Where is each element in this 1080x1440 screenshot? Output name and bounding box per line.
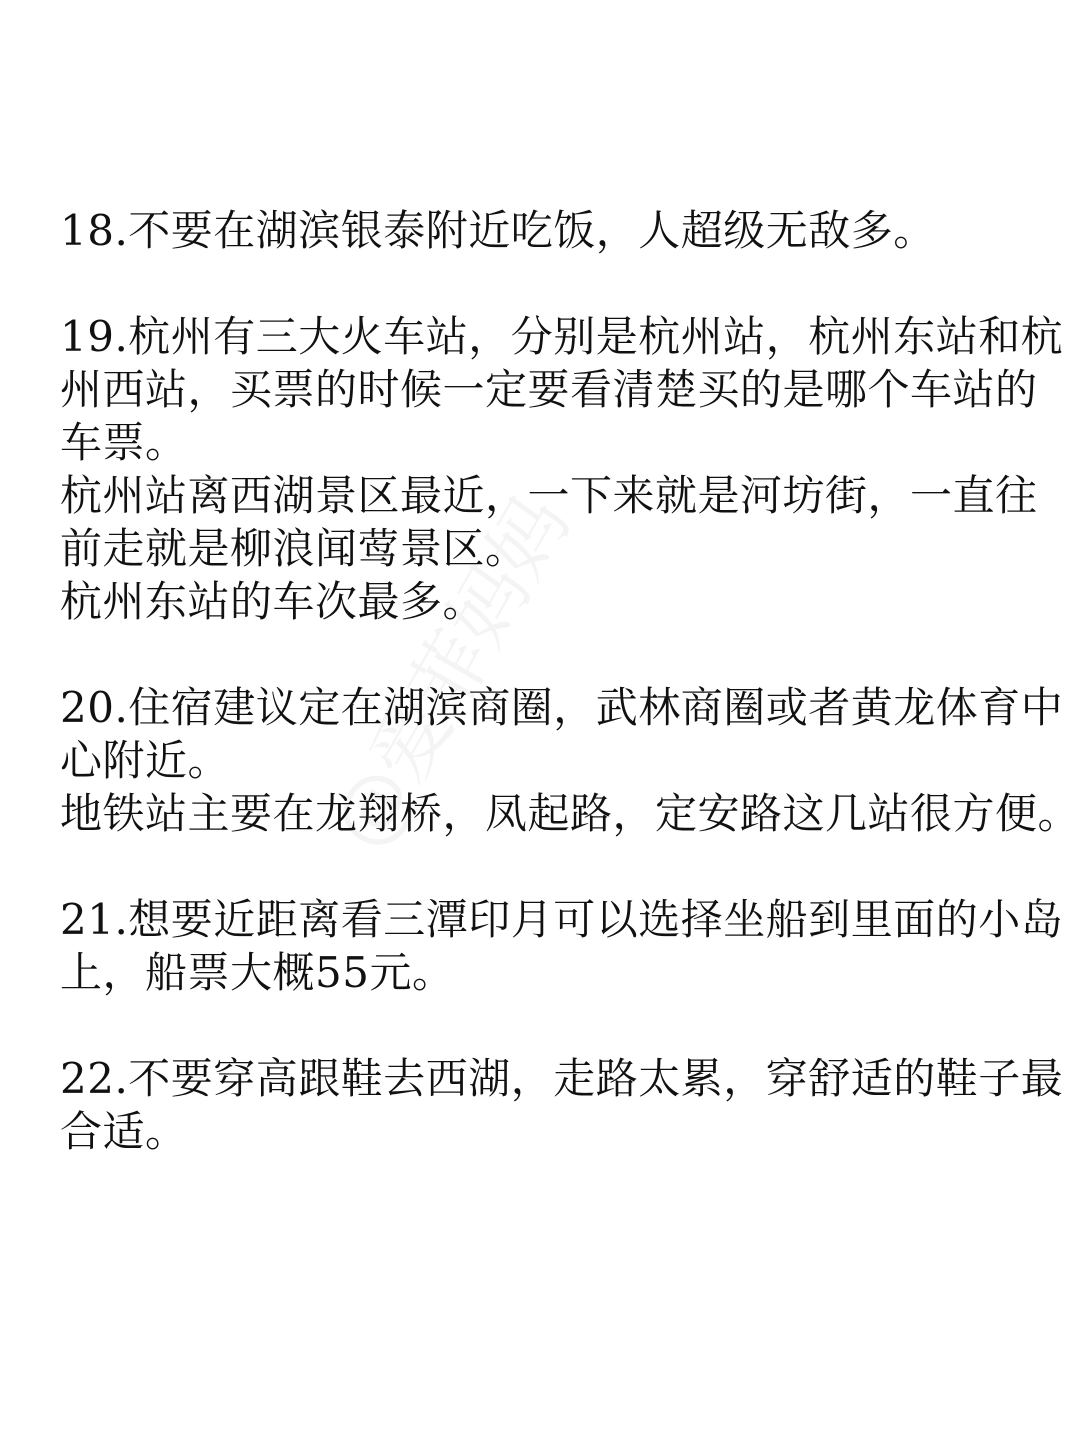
- tip-line: 杭州站离西湖景区最近，一下来就是河坊街，一直往: [60, 471, 1038, 520]
- tip-line: 20.住宿建议定在湖滨商圈，武林商圈或者黄龙体育中: [60, 683, 1064, 732]
- tip-line: 22.不要穿高跟鞋去西湖，走路太累，穿舒适的鞋子最: [60, 1054, 1064, 1103]
- tip-line: 上，船票大概55元。: [60, 948, 455, 997]
- tip-line: 合适。: [60, 1107, 188, 1156]
- tip-21: [60, 893, 1064, 999]
- tip-18: [60, 204, 1020, 257]
- tip-line: 州西站，买票的时候一定要看清楚买的是哪个车站的: [60, 365, 1038, 414]
- tip-line: 18.不要在湖滨银泰附近吃饭，人超级无敌多。: [60, 206, 936, 255]
- tip-line: 21.想要近距离看三潭印月可以选择坐船到里面的小岛: [60, 895, 1064, 944]
- tips-content: [60, 204, 1080, 1211]
- tip-line: 19.杭州有三大火车站，分别是杭州站，杭州东站和杭: [60, 312, 1064, 361]
- tip-22: [60, 1052, 1064, 1158]
- tip-line: 杭州东站的车次最多。: [60, 577, 486, 626]
- tip-20: [60, 681, 1080, 840]
- tip-19: [60, 310, 1064, 628]
- tip-line: 车票。: [60, 418, 188, 467]
- tip-line: 心附近。: [60, 736, 231, 785]
- tip-line: 前走就是柳浪闻莺景区。: [60, 524, 528, 573]
- tip-line: 地铁站主要在龙翔桥，凤起路，定安路这几站很方便。: [60, 789, 1080, 838]
